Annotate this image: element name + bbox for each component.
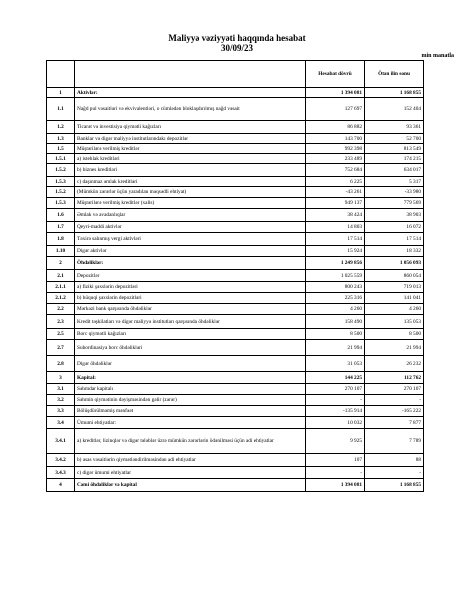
row-current-value: 8 500 xyxy=(306,329,365,340)
row-code: 2.5 xyxy=(47,329,75,340)
row-code: 3.4.2 xyxy=(47,454,75,467)
row-prior-value: 112 762 xyxy=(365,372,424,384)
row-current-value: 107 xyxy=(306,454,365,467)
table-row xyxy=(47,198,424,209)
row-prior-value: 16 072 xyxy=(365,222,424,233)
row-label: Müştərilərə verilmiş kreditlər xyxy=(75,144,306,154)
row-label: Mərkəzi bank qarşısında öhdəliklər xyxy=(75,304,306,315)
row-prior-value: 5 317 xyxy=(365,177,424,187)
row-current-value: 158 490 xyxy=(306,315,365,329)
row-label: Digər öhdəliklər xyxy=(75,356,306,372)
row-code: 1.8 xyxy=(47,233,75,246)
row-current-value: 15 924 xyxy=(306,246,365,257)
table-row xyxy=(47,372,424,384)
row-label: Digər aktivlər xyxy=(75,246,306,257)
row-prior-value: 152 404 xyxy=(365,98,424,121)
table-row xyxy=(47,304,424,315)
row-current-value: 800 243 xyxy=(306,282,365,293)
table-row xyxy=(47,187,424,198)
table-row xyxy=(47,467,424,479)
row-code: 3.4 xyxy=(47,417,75,429)
row-label: c) digər ümumi ehtiyatlar xyxy=(75,467,306,479)
row-current-value: 949 137 xyxy=(306,198,365,209)
row-prior-value: 779 569 xyxy=(365,198,424,209)
row-code: 2.7 xyxy=(47,340,75,356)
table-row xyxy=(47,384,424,395)
row-current-value: 992 398 xyxy=(306,144,365,154)
row-prior-value: 8 500 xyxy=(365,329,424,340)
table-row xyxy=(47,406,424,417)
row-code: 2.1.1 xyxy=(47,282,75,293)
row-prior-value: 93 361 xyxy=(365,121,424,134)
report-title: Maliyyə vəziyyəti haqqında hesabat xyxy=(168,33,306,43)
row-label: a) istehlak kreditləri xyxy=(75,154,306,164)
row-prior-value: 719 013 xyxy=(365,282,424,293)
row-label: Qeyri-maddi aktivlər xyxy=(75,222,306,233)
row-current-value: 1 394 081 xyxy=(306,479,365,492)
table-row xyxy=(47,329,424,340)
row-current-value: 1 249 856 xyxy=(306,257,365,270)
row-code: 3.1 xyxy=(47,384,75,395)
row-code: 1 xyxy=(47,88,75,98)
row-label: Banklar və digər maliyyə institutlarındakı depozitlər xyxy=(75,134,306,144)
row-code: 3.4.1 xyxy=(47,429,75,454)
table-row xyxy=(47,395,424,406)
row-current-value: - xyxy=(306,395,365,406)
table-row xyxy=(47,134,424,144)
row-current-value: 86 882 xyxy=(306,121,365,134)
row-label: b) əsas vəsaitlərin qiymətləndirilməsindən adi ehtiyatlar xyxy=(75,454,306,467)
row-current-value: 38 424 xyxy=(306,209,365,222)
row-current-value: -135 914 xyxy=(306,406,365,417)
row-label: Öhdəliklər: xyxy=(75,257,306,270)
row-current-value: 9 925 xyxy=(306,429,365,454)
row-prior-value: 1 056 093 xyxy=(365,257,424,270)
row-prior-value: 174 215 xyxy=(365,154,424,164)
row-code: 1.5.1 xyxy=(47,154,75,164)
row-current-value: 143 700 xyxy=(306,134,365,144)
row-current-value: 10 032 xyxy=(306,417,365,429)
table-row xyxy=(47,177,424,187)
table-row xyxy=(47,315,424,329)
row-label: Aktivlər: xyxy=(75,88,306,98)
row-current-value: 127 697 xyxy=(306,98,365,121)
row-label: c) daşınmaz əmlak kreditləri xyxy=(75,177,306,187)
row-current-value: 17 514 xyxy=(306,233,365,246)
row-prior-value: 634 017 xyxy=(365,164,424,177)
row-prior-value: 38 903 xyxy=(365,209,424,222)
table-row xyxy=(47,98,424,121)
row-code: 3 xyxy=(47,372,75,384)
row-label: Əmlak və avadanlıqlar xyxy=(75,209,306,222)
row-code: 1.1 xyxy=(47,98,75,121)
row-prior-value: 88 xyxy=(365,454,424,467)
row-prior-value: 860 054 xyxy=(365,270,424,282)
row-current-value: 31 053 xyxy=(306,356,365,372)
table-header-row xyxy=(47,61,424,88)
unit-label: min manatla xyxy=(421,53,454,59)
table-row xyxy=(47,356,424,372)
table-row xyxy=(47,154,424,164)
row-label: b) biznes kreditləri xyxy=(75,164,306,177)
row-prior-value: -33 980 xyxy=(365,187,424,198)
row-current-value: 1 394 081 xyxy=(306,88,365,98)
row-code: 4 xyxy=(47,479,75,492)
row-code: 2.1.2 xyxy=(47,293,75,304)
row-code: 1.5.2 xyxy=(47,187,75,198)
row-label: b) hüquqi şəxslərin depozitləri xyxy=(75,293,306,304)
row-prior-value: 813 549 xyxy=(365,144,424,154)
table-row xyxy=(47,88,424,98)
table-row xyxy=(47,121,424,134)
row-prior-value: - xyxy=(365,395,424,406)
row-current-value: -43 261 xyxy=(306,187,365,198)
row-label: Nağd pul vəsaitləri və ekvivalentləri, o cümlədən bloklaşdırılmış nağd vəsait xyxy=(75,98,306,121)
row-label: Səhmin qiymətinin dəyişməsindən gəlir (zərər) xyxy=(75,395,306,406)
row-prior-value: -165 222 xyxy=(365,406,424,417)
table-row xyxy=(47,479,424,492)
table-row xyxy=(47,282,424,293)
row-code: 1.7 xyxy=(47,222,75,233)
report-date: 30/09/23 xyxy=(220,43,253,53)
row-prior-value: 21 994 xyxy=(365,340,424,356)
row-code: 1.5.3 xyxy=(47,198,75,209)
table-row xyxy=(47,293,424,304)
row-code: 1.5 xyxy=(47,144,75,154)
row-label: a) fiziki şəxslərin depozitləri xyxy=(75,282,306,293)
table-row xyxy=(47,429,424,454)
row-current-value: - xyxy=(306,467,365,479)
table-row xyxy=(47,246,424,257)
row-label: Kredit təşkilatları və digər maliyyə institutları qarşısında öhdəliklər xyxy=(75,315,306,329)
row-prior-value: 7 789 xyxy=(365,429,424,454)
row-code: 3.2 xyxy=(47,395,75,406)
table-row xyxy=(47,454,424,467)
table-row xyxy=(47,257,424,270)
row-prior-value: 135 053 xyxy=(365,315,424,329)
row-code: 3.4.3 xyxy=(47,467,75,479)
row-code: 2.2 xyxy=(47,304,75,315)
row-label: Bölüşdürülməmiş mənfəət xyxy=(75,406,306,417)
row-code: 1.2 xyxy=(47,121,75,134)
row-prior-value: 17 514 xyxy=(365,233,424,246)
row-code: 3.3 xyxy=(47,406,75,417)
table-row xyxy=(47,340,424,356)
row-prior-value: 4 260 xyxy=(365,304,424,315)
row-code: 1.5.2 xyxy=(47,164,75,177)
column-header-code xyxy=(47,61,75,88)
table-row xyxy=(47,233,424,246)
row-prior-value: 141 041 xyxy=(365,293,424,304)
row-current-value: 270 107 xyxy=(306,384,365,395)
row-code: 1.6 xyxy=(47,209,75,222)
row-label: Ticarət və investisiya qiymətli kağızları xyxy=(75,121,306,134)
row-label: Səhmdar kapitalı xyxy=(75,384,306,395)
column-header-current-period: Hesabat dövrü xyxy=(306,61,365,88)
row-prior-value: 7 877 xyxy=(365,417,424,429)
row-code: 1.5.3 xyxy=(47,177,75,187)
row-label: Subordinasiya borc öhdəlikləri xyxy=(75,340,306,356)
row-code: 2.8 xyxy=(47,356,75,372)
row-code: 2 xyxy=(47,257,75,270)
row-current-value: 225 316 xyxy=(306,293,365,304)
row-prior-value: 18 332 xyxy=(365,246,424,257)
row-label: Ümumi ehtiyatlar: xyxy=(75,417,306,429)
row-current-value: 21 994 xyxy=(306,340,365,356)
row-label: Cəmi öhdəliklər və kapital xyxy=(75,479,306,492)
row-prior-value: 1 168 855 xyxy=(365,479,424,492)
row-label: Təxirə salınmış vergi aktivləri xyxy=(75,233,306,246)
row-prior-value: - xyxy=(365,467,424,479)
table-row xyxy=(47,270,424,282)
row-code: 2.1 xyxy=(47,270,75,282)
row-label: Borc qiymətli kağızları xyxy=(75,329,306,340)
row-current-value: 144 225 xyxy=(306,372,365,384)
row-prior-value: 52 700 xyxy=(365,134,424,144)
row-label: a) kreditlər, lizinqlər və digər tələblər üzrə mümkün zərərlərin ödənilməsi üçün adi ehtiyatlar xyxy=(75,429,306,454)
table-row xyxy=(47,144,424,154)
table-row xyxy=(47,209,424,222)
financial-position-table xyxy=(46,60,424,492)
column-header-prior-year-end: Ötən ilin sonu xyxy=(365,61,424,88)
row-current-value: 4 260 xyxy=(306,304,365,315)
row-prior-value: 270 107 xyxy=(365,384,424,395)
row-label: (Mümkün zərərlər üçün yaradılan məqsədli ehtiyat) xyxy=(75,187,306,198)
table-row xyxy=(47,417,424,429)
row-code: 1.10 xyxy=(47,246,75,257)
row-current-value: 6 225 xyxy=(306,177,365,187)
row-code: 1.3 xyxy=(47,134,75,144)
row-prior-value: 26 232 xyxy=(365,356,424,372)
row-label: Kapital: xyxy=(75,372,306,384)
row-current-value: 1 025 559 xyxy=(306,270,365,282)
table-row xyxy=(47,222,424,233)
row-label: Müştərilərə verilmiş kreditlər (xalis) xyxy=(75,198,306,209)
row-current-value: 233 489 xyxy=(306,154,365,164)
row-prior-value: 1 168 855 xyxy=(365,88,424,98)
row-code: 2.3 xyxy=(47,315,75,329)
row-current-value: 14 803 xyxy=(306,222,365,233)
row-current-value: 752 684 xyxy=(306,164,365,177)
table-row xyxy=(47,164,424,177)
column-header-item xyxy=(75,61,306,88)
row-label: Depozitlər xyxy=(75,270,306,282)
